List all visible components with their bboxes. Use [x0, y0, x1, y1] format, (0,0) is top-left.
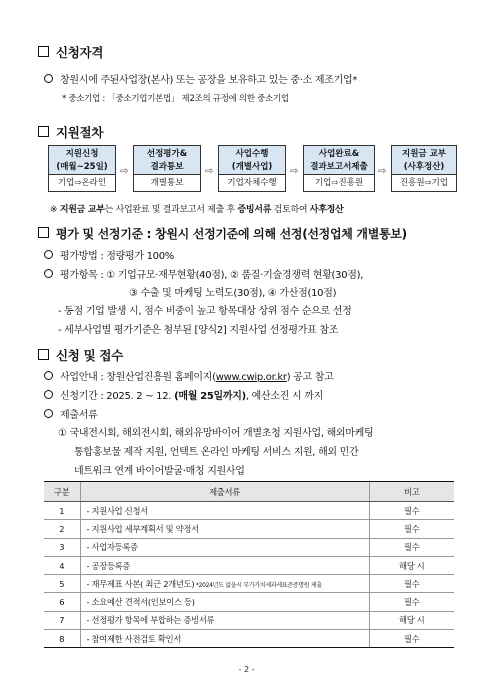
flow-step-subtitle: (개별사업) [231, 162, 273, 172]
row-note: 필수 [369, 520, 454, 538]
table-header-row [44, 482, 454, 502]
flow-step-5-actor: 진흥원⇨기업 [391, 175, 457, 192]
row-doc-cell [80, 575, 369, 593]
eval-items [44, 266, 363, 281]
guide-suffix: ) 공고 참고 [286, 372, 334, 383]
flow-step-title: 지원신청 [65, 149, 99, 159]
note-bold-1: 지원금 교부 [59, 205, 105, 215]
eval-method-text: 평가방법 : 정량평가 100% [60, 251, 174, 262]
circle-bullet-icon [44, 409, 53, 418]
arrow-right-icon: ⇨ [290, 166, 299, 177]
table-row [44, 593, 454, 611]
flow-step-4 [303, 145, 375, 175]
section-title-text: 신청자격 [56, 45, 104, 60]
section-title-application [38, 346, 123, 364]
procedure-note [50, 202, 343, 215]
docs-line-3: 네트워크 연계 바이어발굴·매칭 지원사업 [74, 466, 245, 477]
row-no: 2 [44, 520, 80, 538]
table-row [44, 520, 454, 538]
row-no: 3 [44, 538, 80, 556]
flow-step-1-actor: 기업⇨온라인 [48, 175, 116, 192]
row-doc: - 공장등록증 [80, 556, 369, 574]
note-prefix: ※ [50, 205, 60, 215]
eligibility-item [44, 71, 357, 86]
docs-line-1: ① 국내전시회, 해외전시회, 해외유망바이어 개별초청 지원사업, 해외마케팅 [58, 428, 374, 439]
flow-step-subtitle: 결과통보 [150, 162, 184, 172]
docs-label [44, 406, 97, 421]
row-doc: - 재무제표 사본( 최근 2개년도) [86, 578, 195, 589]
section-title-eligibility [38, 43, 103, 61]
section-title-evaluation [38, 225, 407, 242]
flow-step-1 [48, 145, 116, 175]
flow-step-subtitle: 결과보고서제출 [310, 162, 368, 172]
page-number: - 2 - [238, 665, 255, 674]
row-doc: - 선정평가 항목에 부합하는 증빙서류 [80, 611, 369, 629]
section-title-text: 신청 및 접수 [56, 348, 123, 363]
note-text-2: 검토하여 [271, 205, 310, 215]
square-bullet-icon [38, 46, 49, 57]
header-note: 비고 [369, 482, 454, 502]
row-note: 필수 [369, 593, 454, 611]
section-title-text: 지원절차 [56, 125, 104, 140]
flow-step-title: 사업완료& [318, 149, 360, 159]
flow-step-title: 사업수행 [235, 149, 269, 159]
flow-step-2 [133, 145, 201, 175]
row-no: 4 [44, 556, 80, 574]
flow-step-subtitle: (사후정산) [403, 162, 445, 172]
docs-label-text: 제출서류 [60, 410, 98, 421]
circle-bullet-icon [44, 390, 53, 399]
table-row [44, 611, 454, 629]
eligibility-text: 창원시에 주된사업장(본사) 또는 공장을 보유하고 있는 중·소 제조기업* [60, 75, 358, 86]
row-note: 필수 [369, 502, 454, 520]
row-no: 5 [44, 575, 80, 593]
guide-line [44, 368, 334, 383]
row-doc: - 지원사업 세부계획서 및 약정서 [80, 520, 369, 538]
documents-table [44, 481, 454, 648]
row-doc: - 소요예산 견적서(인보이스 등) [80, 593, 369, 611]
eval-items-continued: ③ 수출 및 마케팅 노력도(30점), ④ 가산점(10점) [129, 288, 337, 299]
period-text: 신청기간 : 2025. 2 ~ 12. [60, 391, 175, 402]
row-doc: - 참여제한 사전검토 확인서 [80, 630, 369, 648]
circle-bullet-icon [44, 250, 53, 259]
section-title-text: 평가 및 선정기준 : 창원시 선정기준에 의해 선정(선정업체 개별통보) [56, 227, 407, 241]
row-doc: - 사업자등록증 [80, 538, 369, 556]
eval-items-text: 평가항목 : ① 기업규모·재무현황(40점), ② 품질·기술경쟁력 현황(30점), [60, 270, 364, 281]
row-no: 7 [44, 611, 80, 629]
square-bullet-icon [38, 349, 49, 360]
arrow-right-icon: ⇨ [120, 166, 129, 177]
note-bold-2: 증빙서류 [237, 205, 272, 215]
row-doc-small: *2024년도 없을시 부가가치세과세표준증명원 제출 [194, 581, 322, 589]
row-note: 필수 [369, 630, 454, 648]
table-row [44, 538, 454, 556]
eval-criteria-ref: - 세부사업별 평가기준은 첨부된 [양식2] 지원사업 선정평가표 참조 [58, 325, 339, 336]
flow-step-subtitle: (매월~25일) [56, 162, 108, 172]
table-row [44, 630, 454, 648]
row-note: 필수 [369, 538, 454, 556]
header-no: 구분 [44, 482, 80, 502]
row-note: 필수 [369, 575, 454, 593]
eval-method [44, 247, 174, 262]
flow-step-title: 지원금 교부 [401, 149, 446, 159]
arrow-right-icon: ⇨ [205, 166, 214, 177]
guide-text: 사업안내 : 창원산업진흥원 홈페이지( [60, 372, 216, 383]
row-doc: - 지원사업 신청서 [80, 502, 369, 520]
period-bold: (매월 25일까지) [174, 391, 246, 402]
arrow-right-icon: ⇨ [378, 166, 387, 177]
section-title-procedure [38, 123, 103, 141]
row-no: 1 [44, 502, 80, 520]
flow-step-4-actor: 기업⇨진흥원 [303, 175, 375, 192]
row-no: 6 [44, 593, 80, 611]
table-row [44, 556, 454, 574]
period-suffix: , 예산소진 시 까지 [245, 391, 323, 402]
flow-step-2-actor: 개별통보 [133, 175, 201, 192]
eligibility-note: * 중소기업 : 「중소기업기본법」 제2조의 규정에 의한 중소기업 [62, 94, 289, 104]
note-bold-3: 사후정산 [309, 205, 344, 215]
circle-bullet-icon [44, 269, 53, 278]
header-doc: 제출서류 [80, 482, 369, 502]
square-bullet-icon [38, 227, 49, 238]
table-row [44, 575, 454, 593]
circle-bullet-icon [44, 371, 53, 380]
circle-bullet-icon [44, 74, 53, 83]
homepage-link[interactable]: www.cwip.or.kr [215, 372, 287, 383]
table-row [44, 502, 454, 520]
eval-tie-rule: - 동점 기업 발생 시, 점수 비중이 높고 항목대상 상위 점수 순으로 선정 [58, 306, 352, 317]
period-line [44, 387, 323, 402]
row-note: 해당 시 [369, 556, 454, 574]
row-note: 해당 시 [369, 611, 454, 629]
row-no: 8 [44, 630, 80, 648]
flow-step-5 [391, 145, 457, 175]
note-text-1: 는 사업완료 및 결과보고서 제출 후 [104, 205, 238, 215]
docs-line-2: 통합홍보물 제작 지원, 언택트 온라인 마케팅 서비스 지원, 해외 민간 [74, 447, 359, 458]
flow-step-3 [218, 145, 286, 175]
flow-step-title: 선정평가& [146, 149, 188, 159]
square-bullet-icon [38, 126, 49, 137]
flow-step-3-actor: 기업자체수행 [218, 175, 286, 192]
